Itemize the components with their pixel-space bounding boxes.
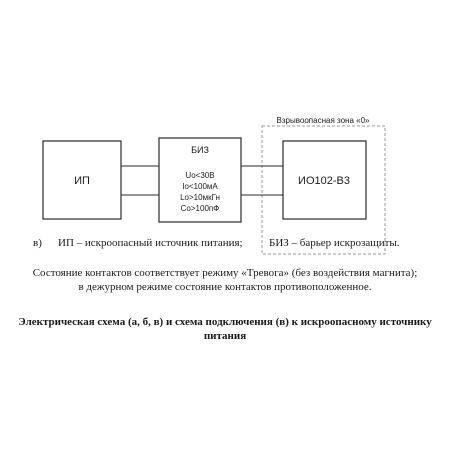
barrier-param: Uo<30В: [185, 171, 215, 180]
legend-marker: в): [33, 237, 42, 249]
barrier-param: Lo>10мкГн: [180, 193, 220, 202]
barrier-param: Co>100пФ: [180, 204, 220, 213]
detector-label: ИО102-В3: [298, 175, 350, 187]
figure-caption-1: Электрическая схема (а, б, в) и схема подключения (в) к искроопасному источнику: [18, 316, 432, 328]
contact-note-1: Состояние контактов соответствует режиму «Тревога» (без воздействия магнита);: [32, 267, 418, 279]
power-source-label: ИП: [74, 175, 90, 187]
contact-note-2: в дежурном режиме состояние контактов противоположенное.: [78, 281, 372, 293]
legend-biz: БИЗ – барьер искрозащиты.: [269, 237, 400, 249]
barrier-title: БИЗ: [191, 145, 209, 155]
barrier-param: Io<100мА: [182, 182, 218, 191]
legend-ip: ИП – искроопасный источник питания;: [58, 237, 243, 249]
hazard-zone-label: Взрывоопасная зона «0»: [276, 116, 370, 125]
figure-caption-2: питания: [203, 330, 247, 342]
